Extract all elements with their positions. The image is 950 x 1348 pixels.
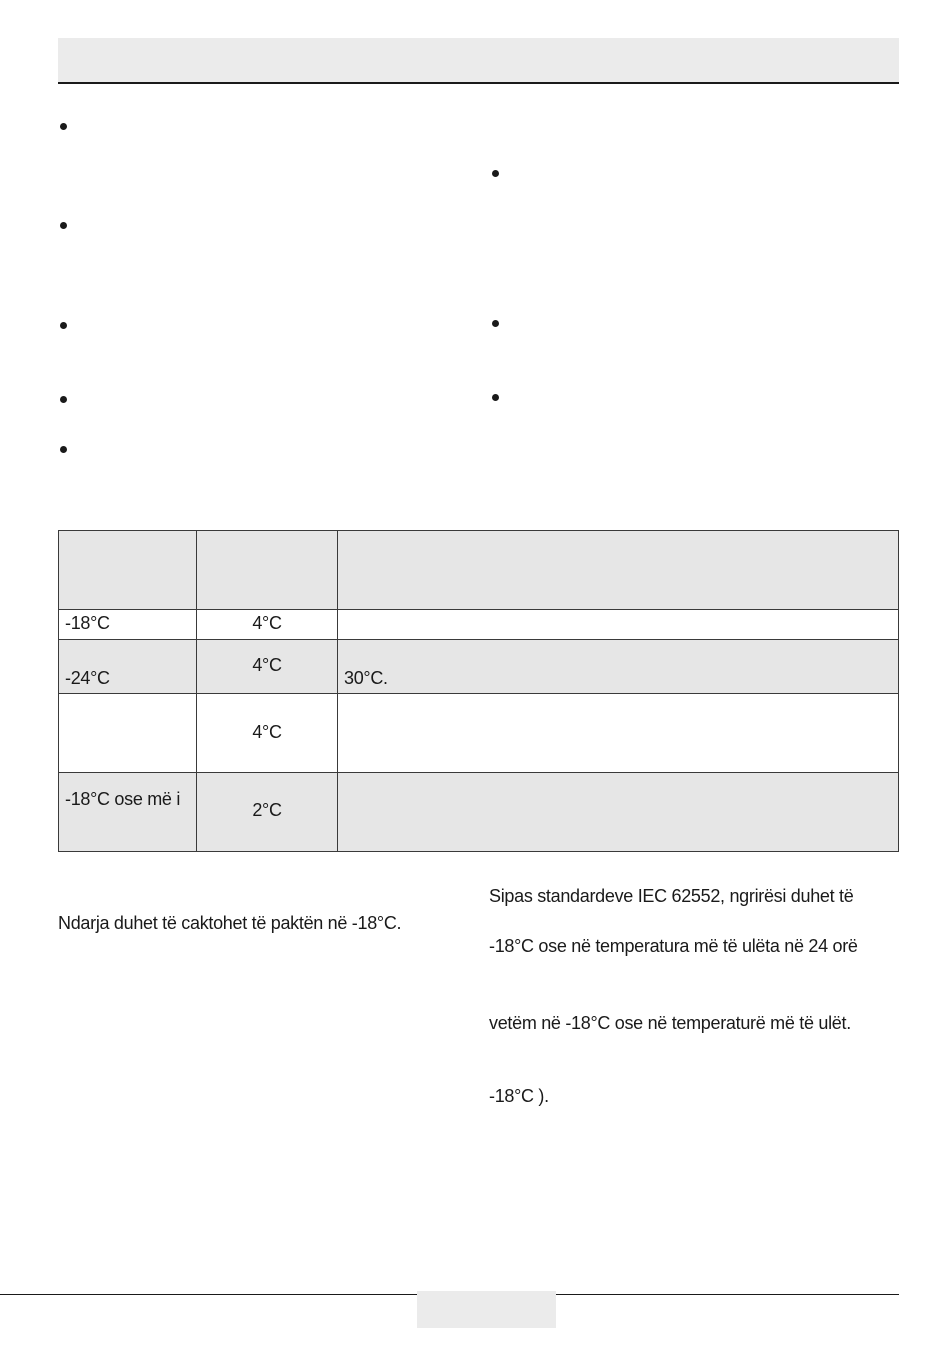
- fridge-setting-cell: 4°C: [197, 640, 338, 694]
- note-cell: [338, 610, 899, 640]
- iec-standard-line-1: Sipas standardeve IEC 62552, ngrirësi duhet të: [489, 886, 854, 906]
- bullet-left-3: [60, 322, 67, 329]
- bullet-right-2: [492, 320, 499, 327]
- freezer-setting-cell: -24°C: [59, 640, 197, 694]
- table-row: [59, 640, 899, 694]
- bullet-right-3: [492, 394, 499, 401]
- bullet-left-2: [60, 222, 67, 229]
- iec-standard-line-4: -18°C ).: [489, 1086, 549, 1106]
- section-header-bar: [58, 38, 899, 84]
- bullet-left-1: [60, 123, 67, 130]
- freezer-setting-cell: [59, 694, 197, 773]
- table-header-row: [59, 531, 899, 610]
- iec-standard-line-2: -18°C ose në temperatura më të ulëta në 24 orë: [489, 936, 858, 956]
- fridge-setting-cell: 4°C: [197, 694, 338, 773]
- note-cell: [338, 694, 899, 773]
- page-number-box: [417, 1291, 556, 1328]
- table-row: [59, 610, 899, 640]
- freezer-setting-cell: -18°C: [59, 610, 197, 640]
- iec-standard-line-3: vetëm në -18°C ose në temperaturë më të ulët.: [489, 1013, 851, 1033]
- fridge-setting-cell: 2°C: [197, 773, 338, 852]
- fridge-setting-cell: 4°C: [197, 610, 338, 640]
- bullet-left-5: [60, 446, 67, 453]
- table-row: [59, 694, 899, 773]
- note-cell: [338, 773, 899, 852]
- temperature-settings-table: [58, 530, 899, 852]
- freezer-compartment-note: Ndarja duhet të caktohet të paktën në -18°C.: [58, 913, 402, 933]
- header-cell-notes: [338, 531, 899, 610]
- header-cell-freezer: [59, 531, 197, 610]
- bullet-right-1: [492, 170, 499, 177]
- freezer-setting-cell: -18°C ose më i: [59, 773, 197, 852]
- table-row: [59, 773, 899, 852]
- note-cell: 30°C.: [338, 640, 899, 694]
- header-cell-fridge: [197, 531, 338, 610]
- bullet-left-4: [60, 396, 67, 403]
